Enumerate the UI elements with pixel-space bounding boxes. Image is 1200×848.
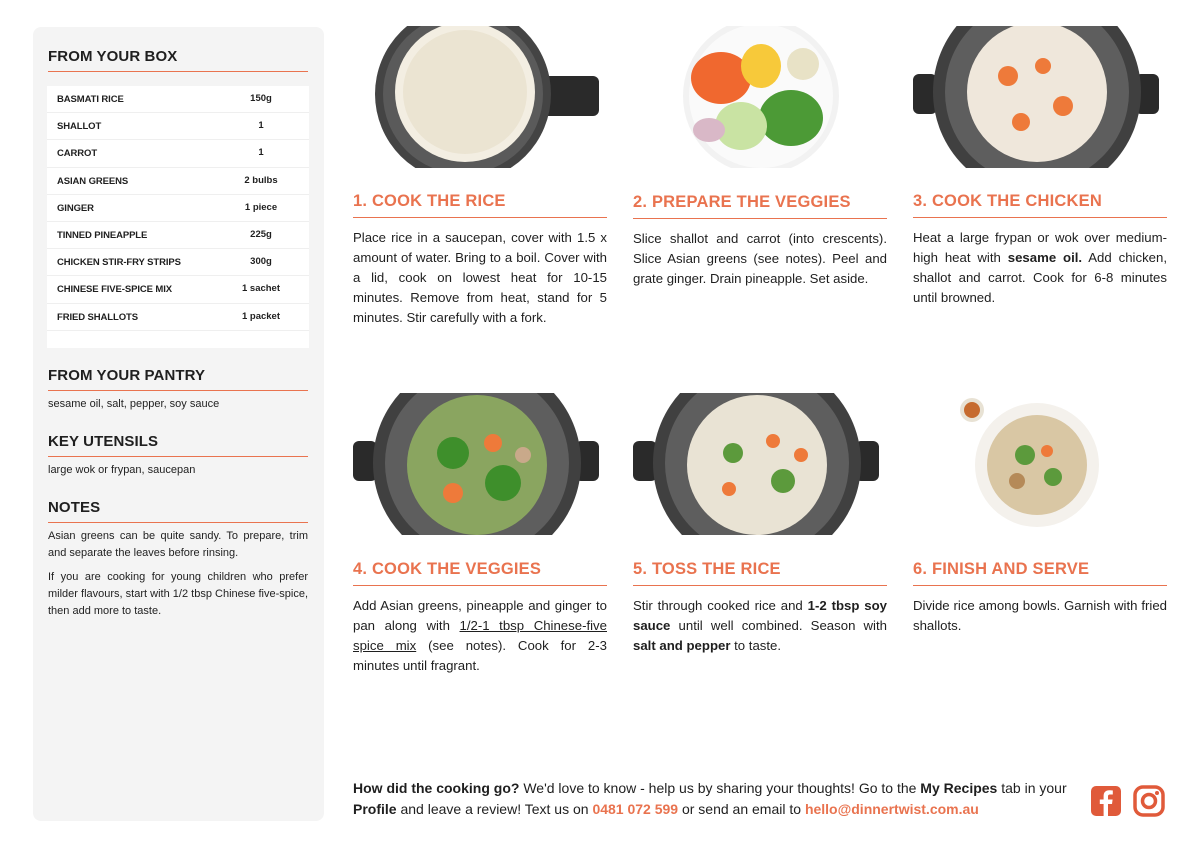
note-1: Asian greens can be quite sandy. To prepare, trim and separate the leaves before rinsing.	[48, 530, 308, 559]
ingredient-qty: 150g	[250, 93, 272, 104]
table-row	[47, 113, 309, 140]
feedback-footer	[353, 778, 1073, 820]
chicken-pot-illustration	[913, 26, 1167, 168]
step-text-part: Stir through cooked rice and	[633, 598, 808, 613]
ingredient-name: CARROT	[57, 148, 98, 160]
table-row	[47, 168, 309, 195]
utensils-text: large wok or frypan, saucepan	[48, 464, 196, 476]
ingredient-name: TINNED PINEAPPLE	[57, 229, 148, 241]
instagram-icon[interactable]	[1132, 784, 1166, 818]
ingredient-qty: 1 sachet	[241, 283, 281, 295]
rice-pot-illustration	[353, 26, 607, 168]
fried-rice-pot-illustration	[633, 393, 887, 535]
ingredient-qty: 300g	[250, 256, 272, 268]
step-5-text	[633, 596, 887, 656]
table-row	[47, 222, 309, 249]
step-3-text	[913, 228, 1167, 308]
step-6-photo	[913, 393, 1167, 535]
table-row	[47, 304, 309, 331]
ingredient-name: FRIED SHALLOTS	[57, 311, 138, 323]
step-text-part: until well combined. Season with	[670, 618, 887, 633]
table-row	[47, 249, 309, 276]
ingredient-name: BASMATI RICE	[57, 94, 124, 105]
step-4-title: 4. COOK THE VEGGIES	[353, 560, 607, 586]
step-2-title: 2. PREPARE THE VEGGIES	[633, 193, 887, 219]
notes-title: NOTES	[48, 499, 308, 523]
email-link[interactable]: hello@dinnertwist.com.au	[804, 801, 979, 817]
step-2-text	[633, 229, 887, 289]
footer-text: and leave a review! Text us on	[396, 801, 593, 817]
veggies-pot-illustration	[353, 393, 607, 535]
serving-bowl-illustration	[913, 393, 1167, 535]
ingredients-table	[47, 86, 309, 348]
veggie-plate-illustration	[633, 26, 887, 168]
step-text-part: Divide rice among bowls. Garnish with fried shallots.	[913, 598, 1167, 633]
pantry-text: sesame oil, salt, pepper, soy sauce	[48, 398, 220, 410]
step-text-bold: sesame oil.	[1007, 250, 1083, 265]
note-2: If you are cooking for young children who prefer milder flavours, start with 1/2 tbsp Chinese five-spice, then add more to taste.	[48, 571, 308, 617]
step-text-part: to taste.	[730, 638, 782, 653]
utensils-title: KEY UTENSILS	[48, 433, 308, 457]
ingredient-qty: 2 bulbs	[244, 174, 278, 186]
step-1-title: 1. COOK THE RICE	[353, 192, 607, 218]
step-text-part: Add Asian greens, pineapple and ginger to pan along with	[353, 598, 607, 633]
step-4-photo	[353, 393, 607, 535]
table-row	[47, 86, 309, 113]
phone-number[interactable]: 0481 072 599	[592, 801, 679, 817]
ingredient-name: CHINESE FIVE-SPICE MIX	[57, 284, 172, 296]
step-text-part: Heat a large frypan or wok over medium-high heat with	[913, 230, 1167, 265]
footer-question: How did the cooking go?	[353, 780, 520, 796]
ingredient-qty: 1	[258, 147, 264, 159]
ingredient-name: CHICKEN STIR-FRY STRIPS	[57, 257, 181, 269]
step-text-part: (see notes). Cook for 2-3 minutes until fragrant.	[353, 638, 607, 673]
step-text-bold: salt and pepper	[633, 638, 731, 653]
step-5-photo	[633, 393, 887, 535]
step-3-photo	[913, 26, 1167, 168]
step-text-part: Add chicken, shallot and carrot. Cook for 6-8 minutes until browned.	[913, 250, 1167, 305]
from-your-box-title: FROM YOUR BOX	[48, 48, 308, 72]
step-text-underline: 1/2-1 tbsp Chinese-five spice mix	[353, 618, 607, 653]
ingredient-name: GINGER	[57, 202, 94, 214]
step-1-photo	[353, 26, 607, 168]
pantry-title: FROM YOUR PANTRY	[48, 367, 308, 391]
ingredient-qty: 1 piece	[244, 201, 278, 213]
ingredient-name: SHALLOT	[57, 121, 102, 133]
ingredient-qty: 225g	[250, 228, 272, 240]
profile-label: Profile	[353, 801, 397, 817]
table-row	[47, 195, 309, 222]
ingredient-qty: 1 packet	[241, 310, 281, 322]
step-1-text	[353, 228, 607, 328]
step-4-text	[353, 596, 607, 676]
step-6-title: 6. FINISH AND SERVE	[913, 560, 1167, 586]
facebook-icon[interactable]	[1089, 784, 1123, 818]
step-6-text	[913, 596, 1167, 636]
step-text-part: Place rice in a saucepan, cover with 1.5 x amount of water. Bring to a boil. Cover with a lid, cook on lowest heat for 10-15 minutes. Remove from heat, stand for 5 minutes. Stir carefully with a fork.	[353, 230, 607, 325]
my-recipes-label: My Recipes	[920, 780, 998, 796]
step-3-title: 3. COOK THE CHICKEN	[913, 192, 1167, 218]
ingredient-name: ASIAN GREENS	[57, 175, 129, 187]
step-text-part: Slice shallot and carrot (into crescents). Slice Asian greens (see notes). Peel and grate ginger. Drain pineapple. Set aside.	[633, 231, 887, 286]
footer-text: tab in your	[997, 780, 1067, 796]
step-text-bold: 1-2 tbsp soy sauce	[633, 598, 887, 633]
ingredient-qty: 1	[258, 120, 264, 132]
ingredients-sidebar	[33, 27, 324, 821]
step-5-title: 5. TOSS THE RICE	[633, 560, 887, 586]
table-row	[47, 140, 309, 167]
footer-text: We'd love to know - help us by sharing your thoughts! Go to the	[519, 780, 921, 796]
step-2-photo	[633, 26, 887, 168]
footer-text: or send an email to	[678, 801, 805, 817]
table-row	[47, 276, 309, 303]
